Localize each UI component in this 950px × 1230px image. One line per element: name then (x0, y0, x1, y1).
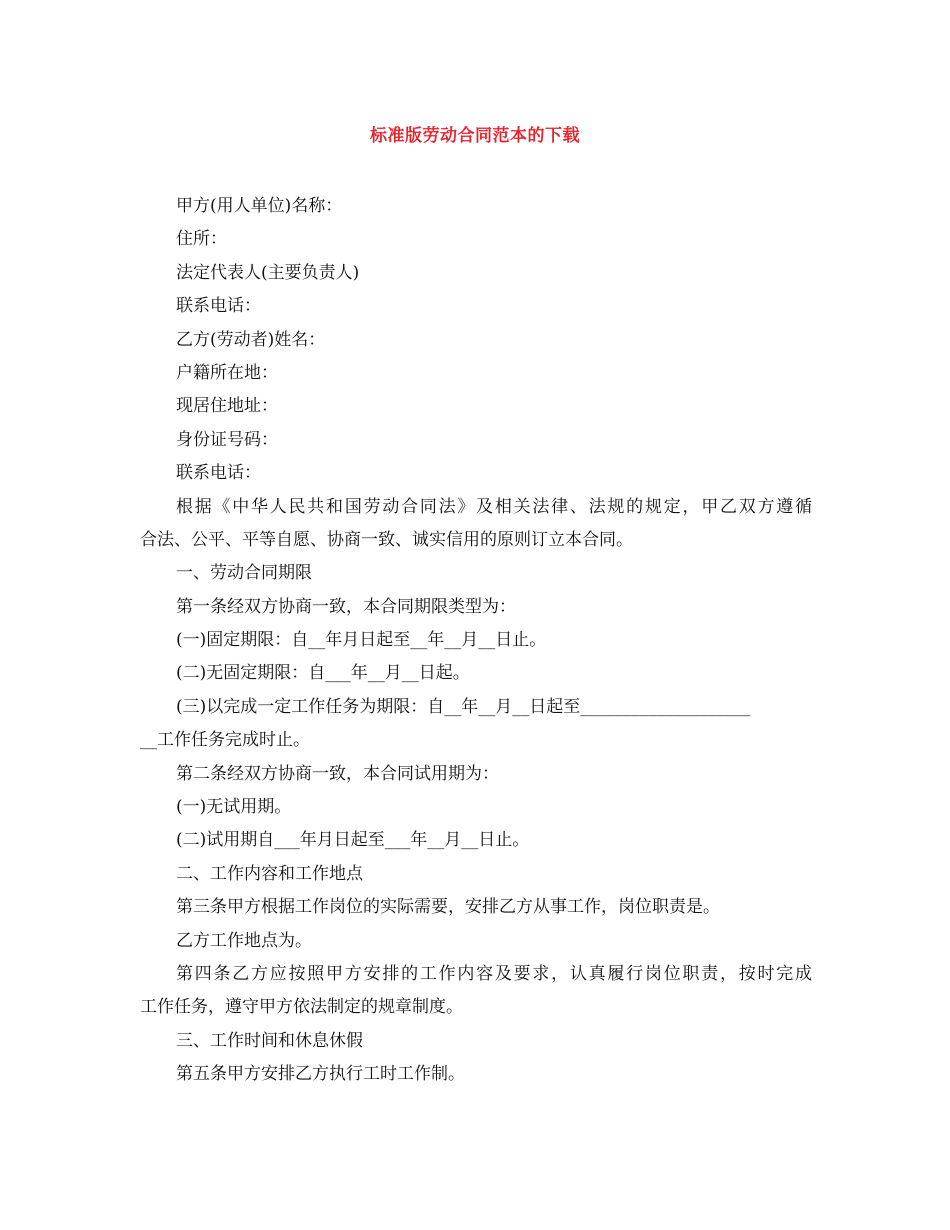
body-line: 第一条经双方协商一致，本合同期限类型为： (176, 596, 516, 617)
body-line: 住所： (176, 229, 227, 250)
document-body (140, 190, 812, 1092)
body-line: __工作任务完成时止。 (140, 730, 310, 751)
body-line: (二)试用期自___年月日起至___年__月__日止。 (176, 830, 530, 851)
body-line: 一、劳动合同期限 (176, 563, 312, 584)
body-line: 工作任务，遵守甲方依法制定的规章制度。 (140, 997, 463, 1018)
body-line: 户籍所在地： (176, 362, 278, 383)
body-line: 乙方工作地点为。 (176, 930, 312, 951)
body-line: 联系电话： (176, 463, 261, 484)
body-line: 联系电话： (176, 296, 261, 317)
body-line: 三、工作时间和休息休假 (176, 1030, 363, 1051)
body-line: 二、工作内容和工作地点 (176, 863, 363, 884)
body-line: 第四条乙方应按照甲方安排的工作内容及要求，认真履行岗位职责，按时完成 (176, 963, 812, 984)
body-line: (一)固定期限：自__年月日起至__年__月__日止。 (176, 630, 547, 651)
body-line: 乙方(劳动者)姓名： (176, 329, 326, 350)
body-line: (三)以完成一定工作任务为期限：自__年__月__日起至____________________ (176, 696, 751, 717)
body-line: 身份证号码： (176, 429, 278, 450)
body-line: (一)无试用期。 (176, 797, 292, 818)
body-line: 第三条甲方根据工作岗位的实际需要，安排乙方从事工作，岗位职责是。 (176, 897, 720, 918)
body-line: 现居住地址： (176, 396, 278, 417)
body-line: 合法、公平、平等自愿、协商一致、诚实信用的原则订立本合同。 (140, 529, 633, 550)
body-line: 第五条甲方安排乙方执行工时工作制。 (176, 1064, 465, 1085)
body-line: 法定代表人(主要负责人) (176, 262, 360, 283)
body-line: 甲方(用人单位)名称： (176, 196, 343, 216)
document-title: 标准版劳动合同范本的下载 (370, 126, 580, 146)
body-line: 根据《中华人民共和国劳动合同法》及相关法律、法规的规定，甲乙双方遵循 (176, 496, 812, 517)
body-line: (二)无固定期限：自___年__月__日起。 (176, 663, 470, 684)
body-line: 第二条经双方协商一致，本合同试用期为： (176, 763, 499, 784)
